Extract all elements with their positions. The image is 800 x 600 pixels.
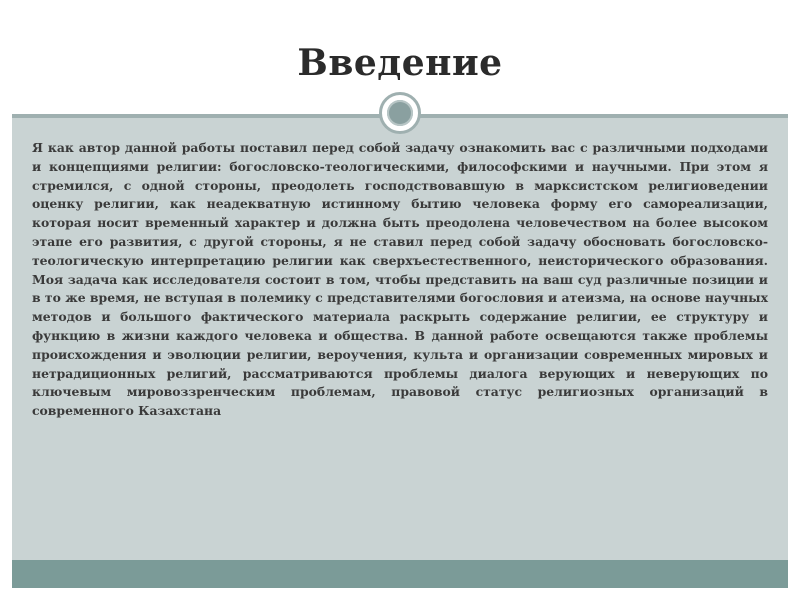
slide-frame (12, 12, 788, 588)
body-paragraph: Я как автор данной работы поставил перед собой задачу ознакомить вас с различными подходами и концепциями религии: богословско-теологическими, философскими и научными. При этом я стремился, с одной стороны, преодолеть господствовавшую в марксистском религиоведении оценку религии, как неадекватную истинному бытию человека форму его самореализации, которая носит временный характер и должна быть преодолена человечеством на более высоком этапе его развития, с другой стороны, я не ставил перед собой задачу обосновать богословско-теологическую интерпретацию религии как сверхъестественного, неисторического образования. Моя задача как исследователя состоит в том, чтобы представить на ваш суд различные позиции и в то же время, не вступая в полемику с представителями богословия и атеизма, на основе научных методов и большого фактического материала раскрыть содержание религии, ее структуру и функцию в жизни каждого человека и общества. В данной работе освещаются также проблемы происхождения и эволюции религии, вероучения, культа и организации современных мировых и нетрадиционных религий, рассматриваются проблемы диалога верующих и неверующих по ключевым мировоззренческим проблемам, правовой статус религиозных организаций в современного Казахстана (32, 140, 768, 419)
bottom-accent-band (12, 560, 788, 588)
ornament-core (387, 100, 413, 126)
slide-title: Введение (297, 42, 503, 84)
circle-ornament-icon (379, 92, 421, 134)
